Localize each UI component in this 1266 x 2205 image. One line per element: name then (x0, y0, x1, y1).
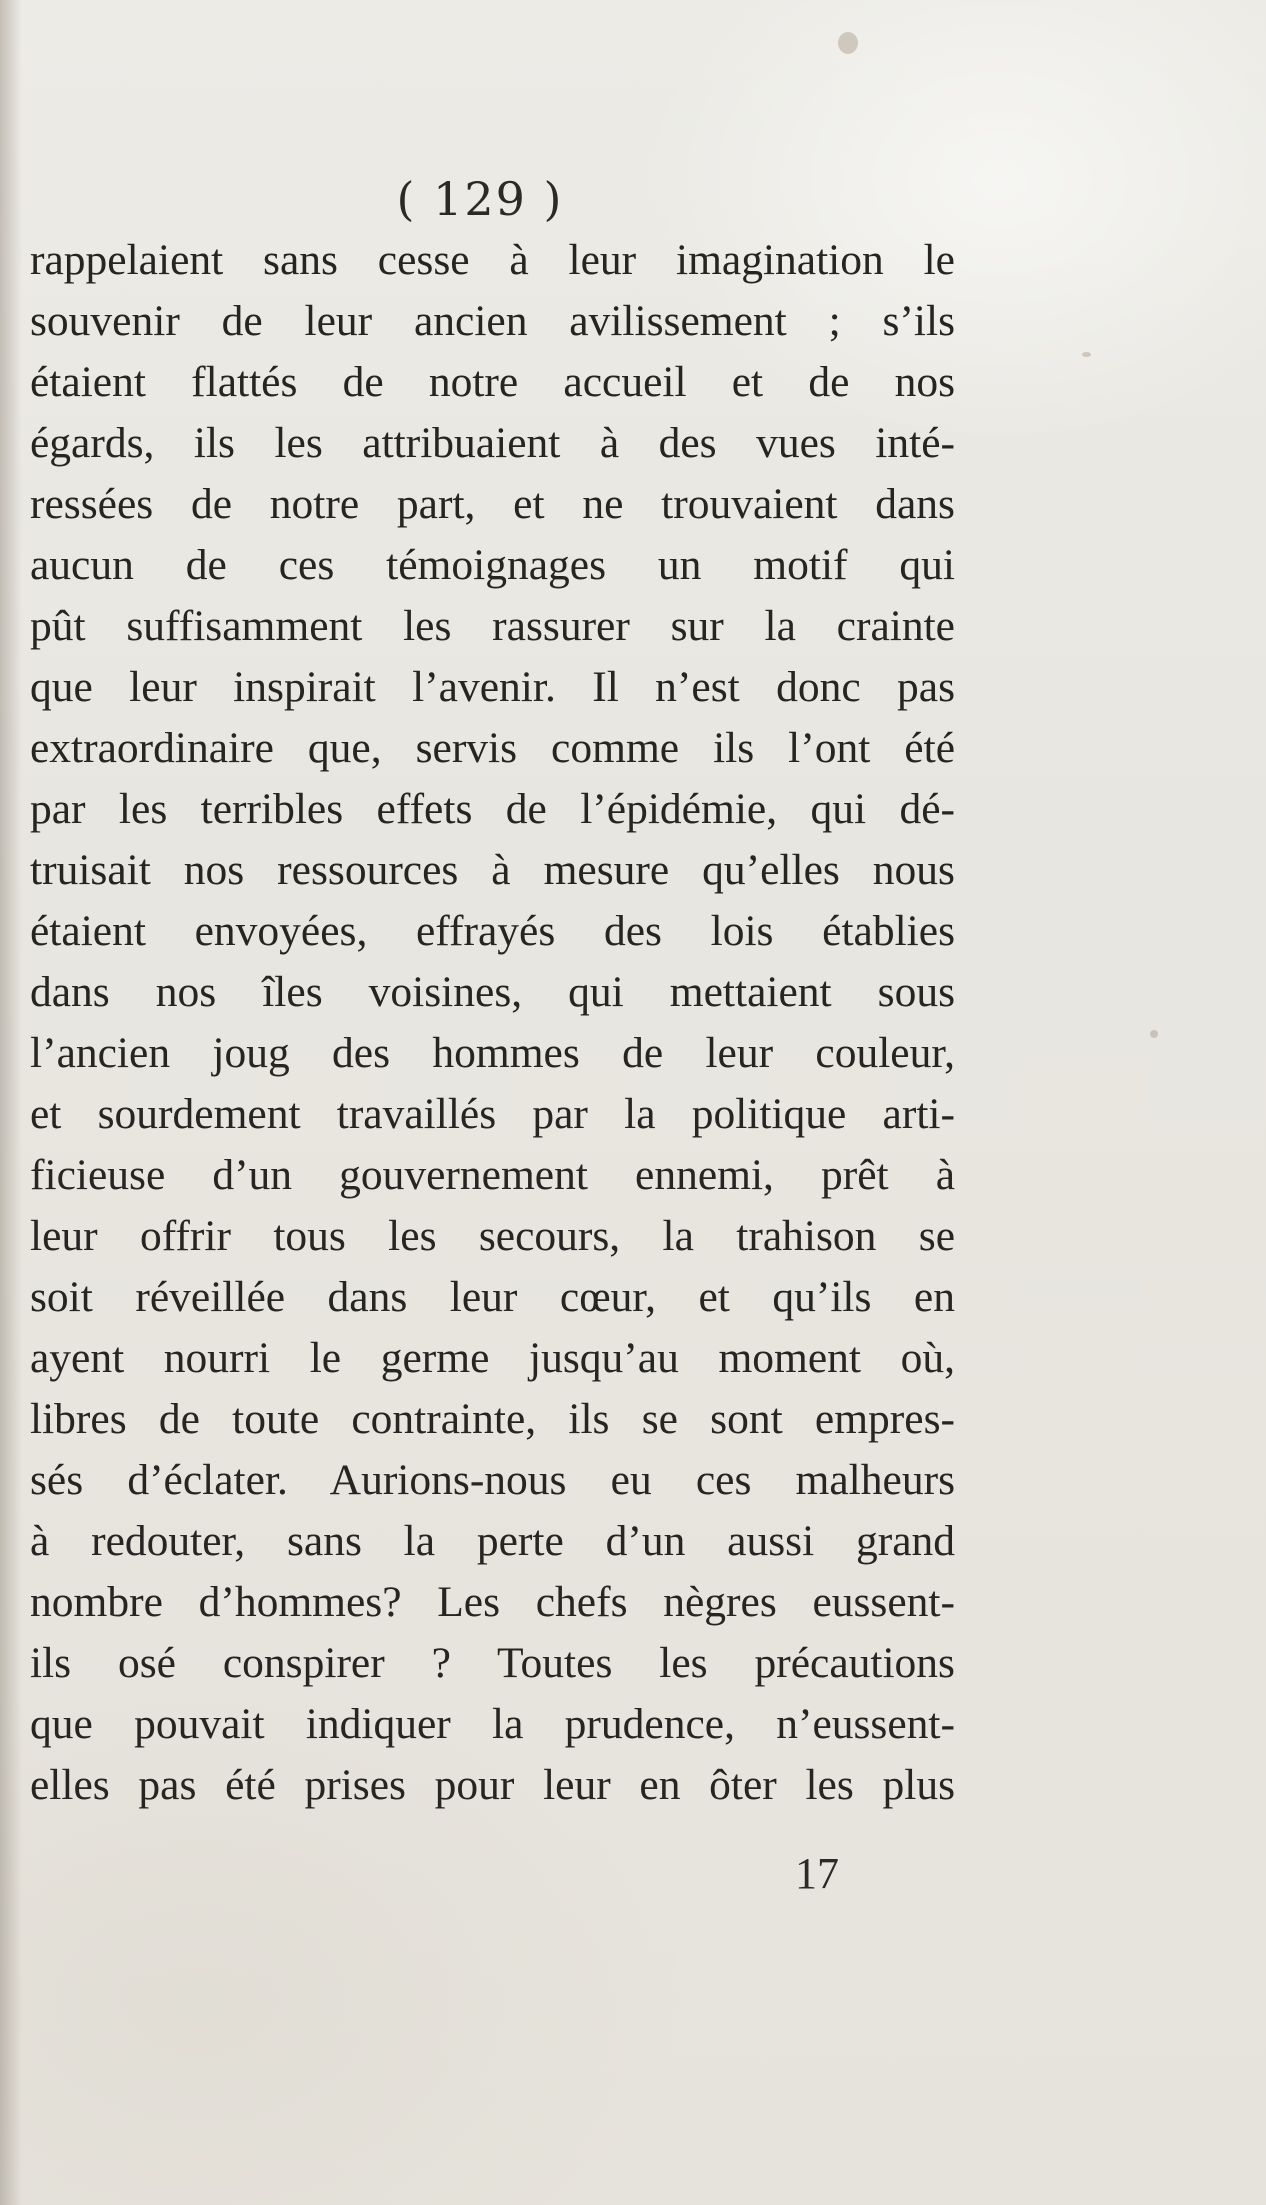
text-line: pût suffisamment les rassurer sur la crainte (30, 602, 955, 650)
text-line: elles pas été prises pour leur en ôter les plus (30, 1761, 955, 1809)
text-line: l’ancien joug des hommes de leur couleur, (30, 1029, 955, 1077)
paper-stain (1082, 352, 1091, 357)
text-line: ressées de notre part, et ne trouvaient dans (30, 480, 955, 528)
text-line: à redouter, sans la perte d’un aussi grand (30, 1517, 955, 1565)
text-line: sés d’éclater. Aurions-nous eu ces malheurs (30, 1456, 955, 1504)
page-number-header: ( 129 ) (396, 172, 564, 226)
signature-mark: 17 (795, 1849, 839, 1898)
text-line: étaient flattés de notre accueil et de nos (30, 358, 955, 406)
text-line: dans nos îles voisines, qui mettaient sous (30, 968, 955, 1016)
text-line: nombre d’hommes? Les chefs nègres eussent- (30, 1578, 955, 1626)
text-line: libres de toute contrainte, ils se sont empres- (30, 1395, 955, 1443)
text-line: ayent nourri le germe jusqu’au moment où, (30, 1334, 955, 1382)
body-text (30, 230, 955, 1816)
text-line: aucun de ces témoignages un motif qui (30, 541, 955, 589)
text-line: rappelaient sans cesse à leur imagination le (30, 236, 955, 284)
text-line: souvenir de leur ancien avilissement ; s’ils (30, 297, 955, 345)
text-line: soit réveillée dans leur cœur, et qu’ils en (30, 1273, 955, 1321)
text-line: par les terribles effets de l’épidémie, qui dé- (30, 785, 955, 833)
text-line: que leur inspirait l’avenir. Il n’est donc pas (30, 663, 955, 711)
text-line: leur offrir tous les secours, la trahison se (30, 1212, 955, 1260)
text-line: ils osé conspirer ? Toutes les précautions (30, 1639, 955, 1687)
page-edge-shadow (0, 0, 22, 2205)
text-line: truisait nos ressources à mesure qu’elles nous (30, 846, 955, 894)
text-line: ficieuse d’un gouvernement ennemi, prêt à (30, 1151, 955, 1199)
text-line: et sourdement travaillés par la politique arti- (30, 1090, 955, 1138)
text-line: égards, ils les attribuaient à des vues inté- (30, 419, 955, 467)
paper-stain (1150, 1030, 1158, 1038)
text-line: que pouvait indiquer la prudence, n’eussent- (30, 1700, 955, 1748)
text-line: extraordinaire que, servis comme ils l’ont été (30, 724, 955, 772)
text-line: étaient envoyées, effrayés des lois établies (30, 907, 955, 955)
paper-stain (838, 32, 858, 54)
